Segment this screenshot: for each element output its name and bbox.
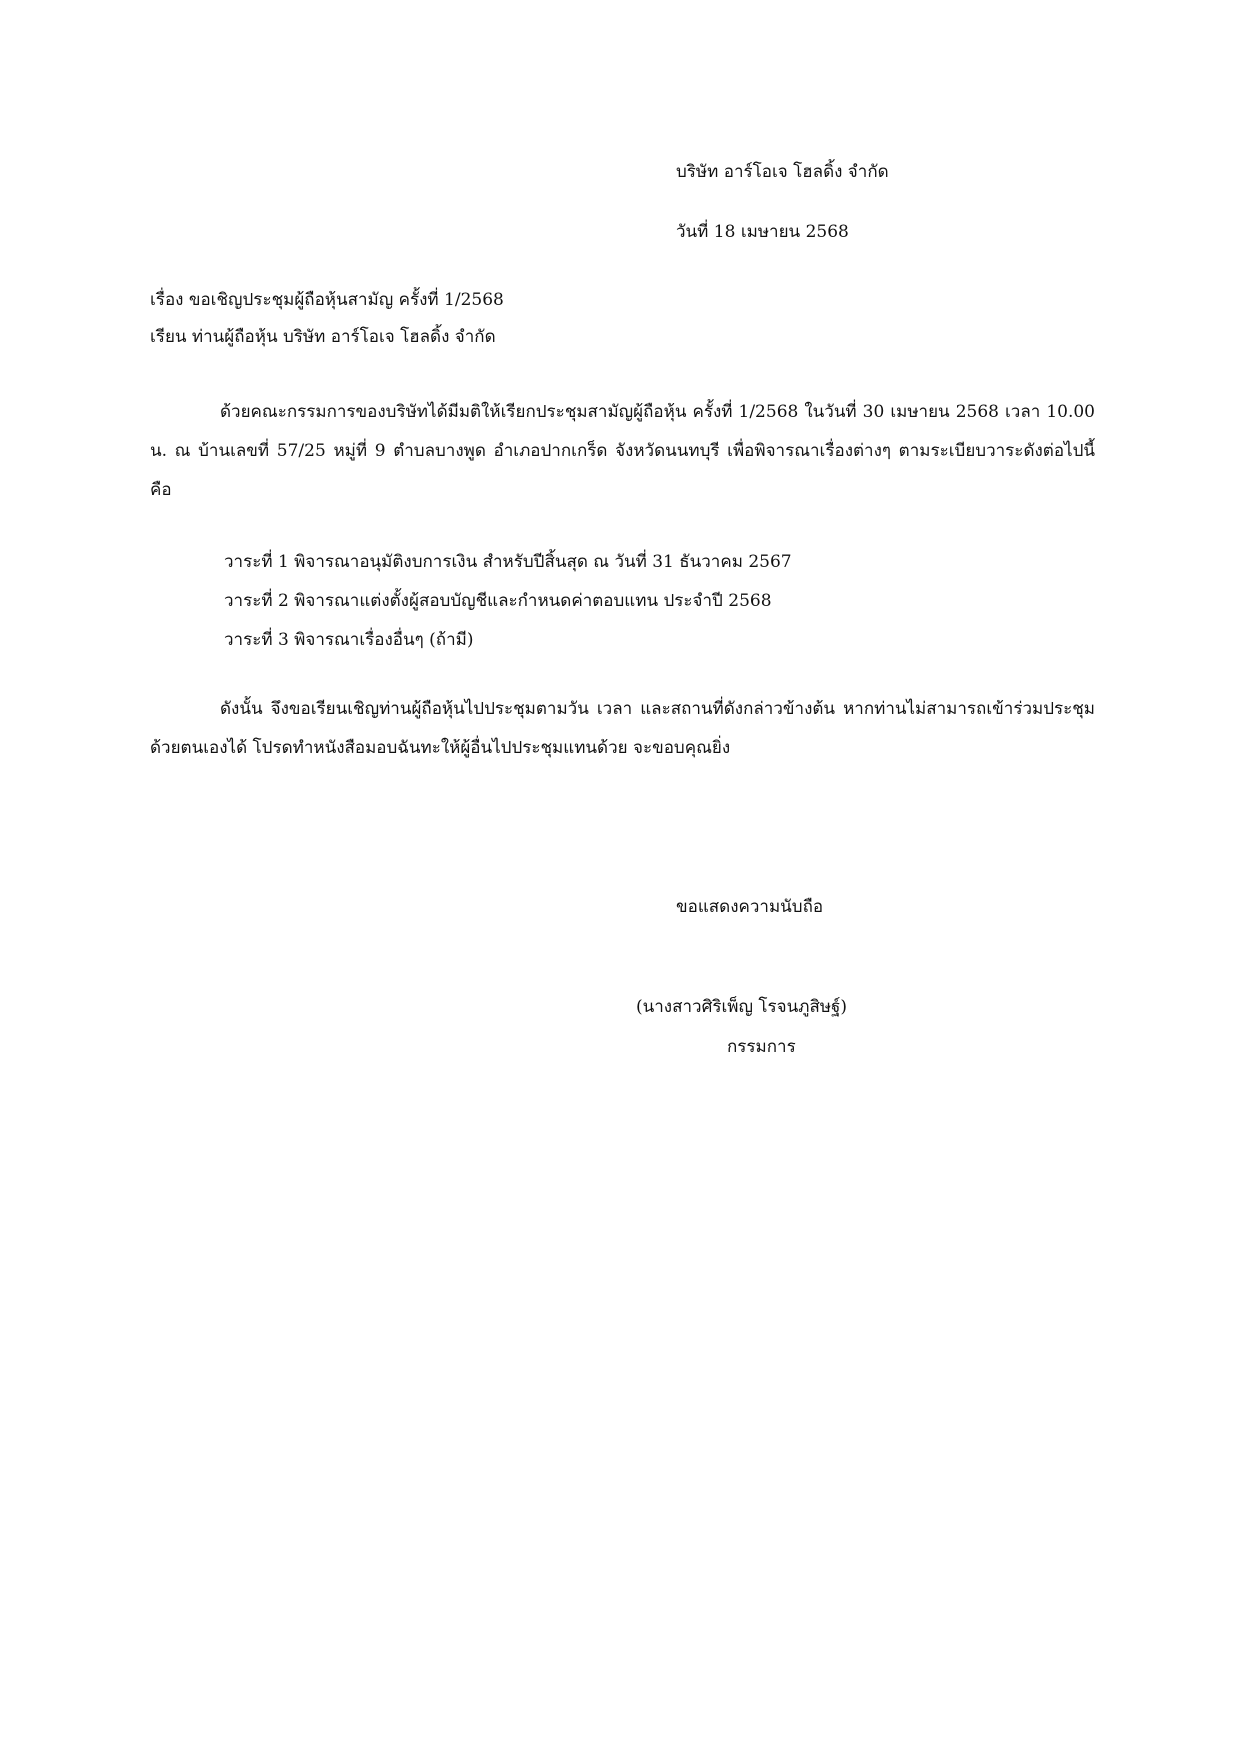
recipient-line: เรียน ท่านผู้ถือหุ้น บริษัท อาร์โอเจ โฮลดิ้ง จำกัด — [150, 327, 496, 347]
agenda-item-1: วาระที่ 1 พิจารณาอนุมัติงบการเงิน สำหรับปีสิ้นสุด ณ วันที่ 31 ธันวาคม 2567 — [224, 552, 792, 572]
agenda-item-3: วาระที่ 3 พิจารณาเรื่องอื่นๆ (ถ้ามี) — [224, 630, 474, 650]
agenda-list — [224, 543, 792, 660]
agenda-item-2: วาระที่ 2 พิจารณาแต่งตั้งผู้สอบบัญชีและกำหนดค่าตอบแทน ประจำปี 2568 — [224, 591, 772, 611]
signatory-title: กรรมการ — [727, 1037, 796, 1057]
company-name: บริษัท อาร์โอเจ โฮลดิ้ง จำกัด — [676, 162, 889, 182]
body-paragraph-1: ด้วยคณะกรรมการของบริษัทได้มีมติให้เรียกประชุมสามัญผู้ถือหุ้น ครั้งที่ 1/2568 ในวันที่ 30 เมษายน 2568 เวลา 10.00 น. ณ บ้านเลขที่ 57/25 หมู่ที่ 9 ตำบลบางพูด อำเภอปากเกร็ด จังหวัดนนทบุรี เพื่อพิจารณาเรื่องต่างๆ ตามระเบียบวาระดังต่อไปนี้ คือ — [150, 402, 1095, 500]
signatory-name: (นางสาวศิริเพ็ญ โรจนภูสิษฐ์) — [636, 997, 848, 1017]
letter-date: วันที่ 18 เมษายน 2568 — [676, 222, 849, 242]
subject-line: เรื่อง ขอเชิญประชุมผู้ถือหุ้นสามัญ ครั้งที่ 1/2568 — [150, 290, 504, 310]
body-paragraph-2: ดังนั้น จึงขอเรียนเชิญท่านผู้ถือหุ้นไปประชุมตามวัน เวลา และสถานที่ดังกล่าวข้างต้น หากท่านไม่สามารถเข้าร่วมประชุมด้วยตนเองได้ โปรดทำหนังสือมอบฉันทะให้ผู้อื่นไปประชุมแทนด้วย จะขอบคุณยิ่ง — [150, 699, 1095, 758]
closing-line: ขอแสดงความนับถือ — [676, 897, 824, 917]
